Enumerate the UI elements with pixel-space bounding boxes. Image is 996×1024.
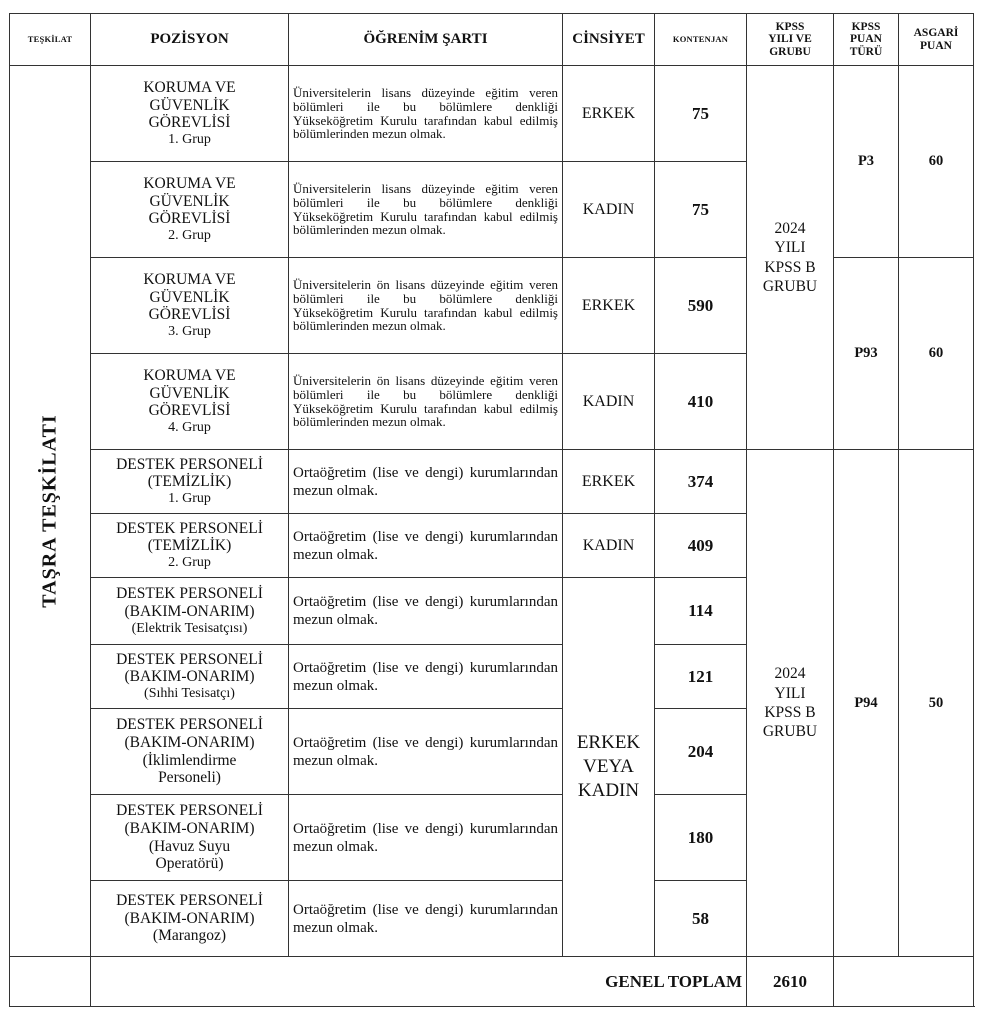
quota-count: 180 bbox=[655, 795, 747, 881]
min-score-cell: 60 bbox=[899, 66, 974, 258]
col-header-pozisyon: POZİSYON bbox=[91, 14, 289, 66]
requirement-cell: Üniversitelerin ön lisans düzeyinde eğitim veren bölümleri ile bu bölümlere denkliği Yükseköğretim Kurulu tarafından kabul edilmiş bölümlerinden mezun olmak. bbox=[289, 354, 563, 450]
total-label: GENEL TOPLAM bbox=[91, 957, 747, 1007]
position-cell: KORUMA VE GÜVENLİK GÖREVLİSİ 1. Grup bbox=[91, 66, 289, 162]
requirement-cell: Ortaöğretim (lise ve dengi) kurumlarından mezun olmak. bbox=[289, 795, 563, 881]
position-cell: KORUMA VE GÜVENLİK GÖREVLİSİ 3. Grup bbox=[91, 258, 289, 354]
quota-count: 58 bbox=[655, 881, 747, 957]
kpss-group-cell: 2024 YILI KPSS B GRUBU bbox=[747, 66, 834, 450]
table-row bbox=[10, 450, 974, 514]
total-empty-cell bbox=[10, 957, 91, 1007]
col-header-ogrenim: ÖĞRENİM ŞARTI bbox=[289, 14, 563, 66]
position-cell: DESTEK PERSONELİ (BAKIM-ONARIM) (Havuz Suyu Operatörü) bbox=[91, 795, 289, 881]
requirement-cell: Üniversitelerin lisans düzeyinde eğitim veren bölümleri ile bu bölümlere denkliği Yükseköğretim Kurulu tarafından kabul edilmiş bölümlerinden mezun olmak. bbox=[289, 66, 563, 162]
score-type-cell: P3 bbox=[834, 66, 899, 258]
quota-count: 204 bbox=[655, 709, 747, 795]
organization-label: TAŞRA TEŞKİLATI bbox=[38, 414, 61, 608]
requirement-cell: Ortaöğretim (lise ve dengi) kurumlarından mezun olmak. bbox=[289, 578, 563, 645]
total-empty-right bbox=[834, 957, 974, 1007]
requirement-cell: Ortaöğretim (lise ve dengi) kurumlarından mezun olmak. bbox=[289, 881, 563, 957]
col-header-puan-turu: KPSS PUAN TÜRÜ bbox=[834, 14, 899, 66]
position-cell: DESTEK PERSONELİ (BAKIM-ONARIM) (Sıhhi Tesisatçı) bbox=[91, 645, 289, 709]
gender-cell: ERKEK bbox=[563, 450, 655, 514]
kpss-group-cell: 2024 YILI KPSS B GRUBU bbox=[747, 450, 834, 957]
requirement-cell: Üniversitelerin ön lisans düzeyinde eğitim veren bölümleri ile bu bölümlere denkliği Yükseköğretim Kurulu tarafından kabul edilmiş bölümlerinden mezun olmak. bbox=[289, 258, 563, 354]
col-header-kontenjan: KONTENJAN bbox=[655, 14, 747, 66]
quota-count: 75 bbox=[655, 66, 747, 162]
gender-cell: KADIN bbox=[563, 514, 655, 578]
position-cell: DESTEK PERSONELİ (BAKIM-ONARIM) (Marangoz) bbox=[91, 881, 289, 957]
col-header-teskilat: TEŞKİLAT bbox=[10, 14, 91, 66]
quota-count: 410 bbox=[655, 354, 747, 450]
gender-cell: ERKEK bbox=[563, 66, 655, 162]
total-value: 2610 bbox=[747, 957, 834, 1007]
position-cell: KORUMA VE GÜVENLİK GÖREVLİSİ 2. Grup bbox=[91, 162, 289, 258]
header-row bbox=[10, 14, 974, 66]
quota-table bbox=[9, 13, 974, 1007]
requirement-cell: Üniversitelerin lisans düzeyinde eğitim veren bölümleri ile bu bölümlere denkliği Yükseköğretim Kurulu tarafından kabul edilmiş bölümlerinden mezun olmak. bbox=[289, 162, 563, 258]
score-type-cell: P93 bbox=[834, 258, 899, 450]
total-row bbox=[10, 957, 974, 1007]
gender-cell: ERKEK bbox=[563, 258, 655, 354]
quota-count: 75 bbox=[655, 162, 747, 258]
position-cell: KORUMA VE GÜVENLİK GÖREVLİSİ 4. Grup bbox=[91, 354, 289, 450]
gender-cell-merged: ERKEK VEYA KADIN bbox=[563, 578, 655, 957]
table-row bbox=[10, 66, 974, 162]
requirement-cell: Ortaöğretim (lise ve dengi) kurumlarından mezun olmak. bbox=[289, 514, 563, 578]
quota-count: 114 bbox=[655, 578, 747, 645]
position-cell: DESTEK PERSONELİ (TEMİZLİK) 1. Grup bbox=[91, 450, 289, 514]
col-header-kpss-yili: KPSS YILI VE GRUBU bbox=[747, 14, 834, 66]
quota-count: 121 bbox=[655, 645, 747, 709]
requirement-cell: Ortaöğretim (lise ve dengi) kurumlarından mezun olmak. bbox=[289, 450, 563, 514]
requirement-cell: Ortaöğretim (lise ve dengi) kurumlarından mezun olmak. bbox=[289, 709, 563, 795]
position-cell: DESTEK PERSONELİ (BAKIM-ONARIM) (İklimlendirme Personeli) bbox=[91, 709, 289, 795]
gender-cell: KADIN bbox=[563, 354, 655, 450]
position-cell: DESTEK PERSONELİ (BAKIM-ONARIM) (Elektrik Tesisatçısı) bbox=[91, 578, 289, 645]
min-score-cell: 50 bbox=[899, 450, 974, 957]
gender-cell: KADIN bbox=[563, 162, 655, 258]
position-cell: DESTEK PERSONELİ (TEMİZLİK) 2. Grup bbox=[91, 514, 289, 578]
organization-cell bbox=[10, 66, 91, 957]
col-header-asgari-puan: ASGARİ PUAN bbox=[899, 14, 974, 66]
quota-count: 374 bbox=[655, 450, 747, 514]
col-header-cinsiyet: CİNSİYET bbox=[563, 14, 655, 66]
quota-count: 590 bbox=[655, 258, 747, 354]
min-score-cell: 60 bbox=[899, 258, 974, 450]
score-type-cell: P94 bbox=[834, 450, 899, 957]
quota-count: 409 bbox=[655, 514, 747, 578]
requirement-cell: Ortaöğretim (lise ve dengi) kurumlarından mezun olmak. bbox=[289, 645, 563, 709]
